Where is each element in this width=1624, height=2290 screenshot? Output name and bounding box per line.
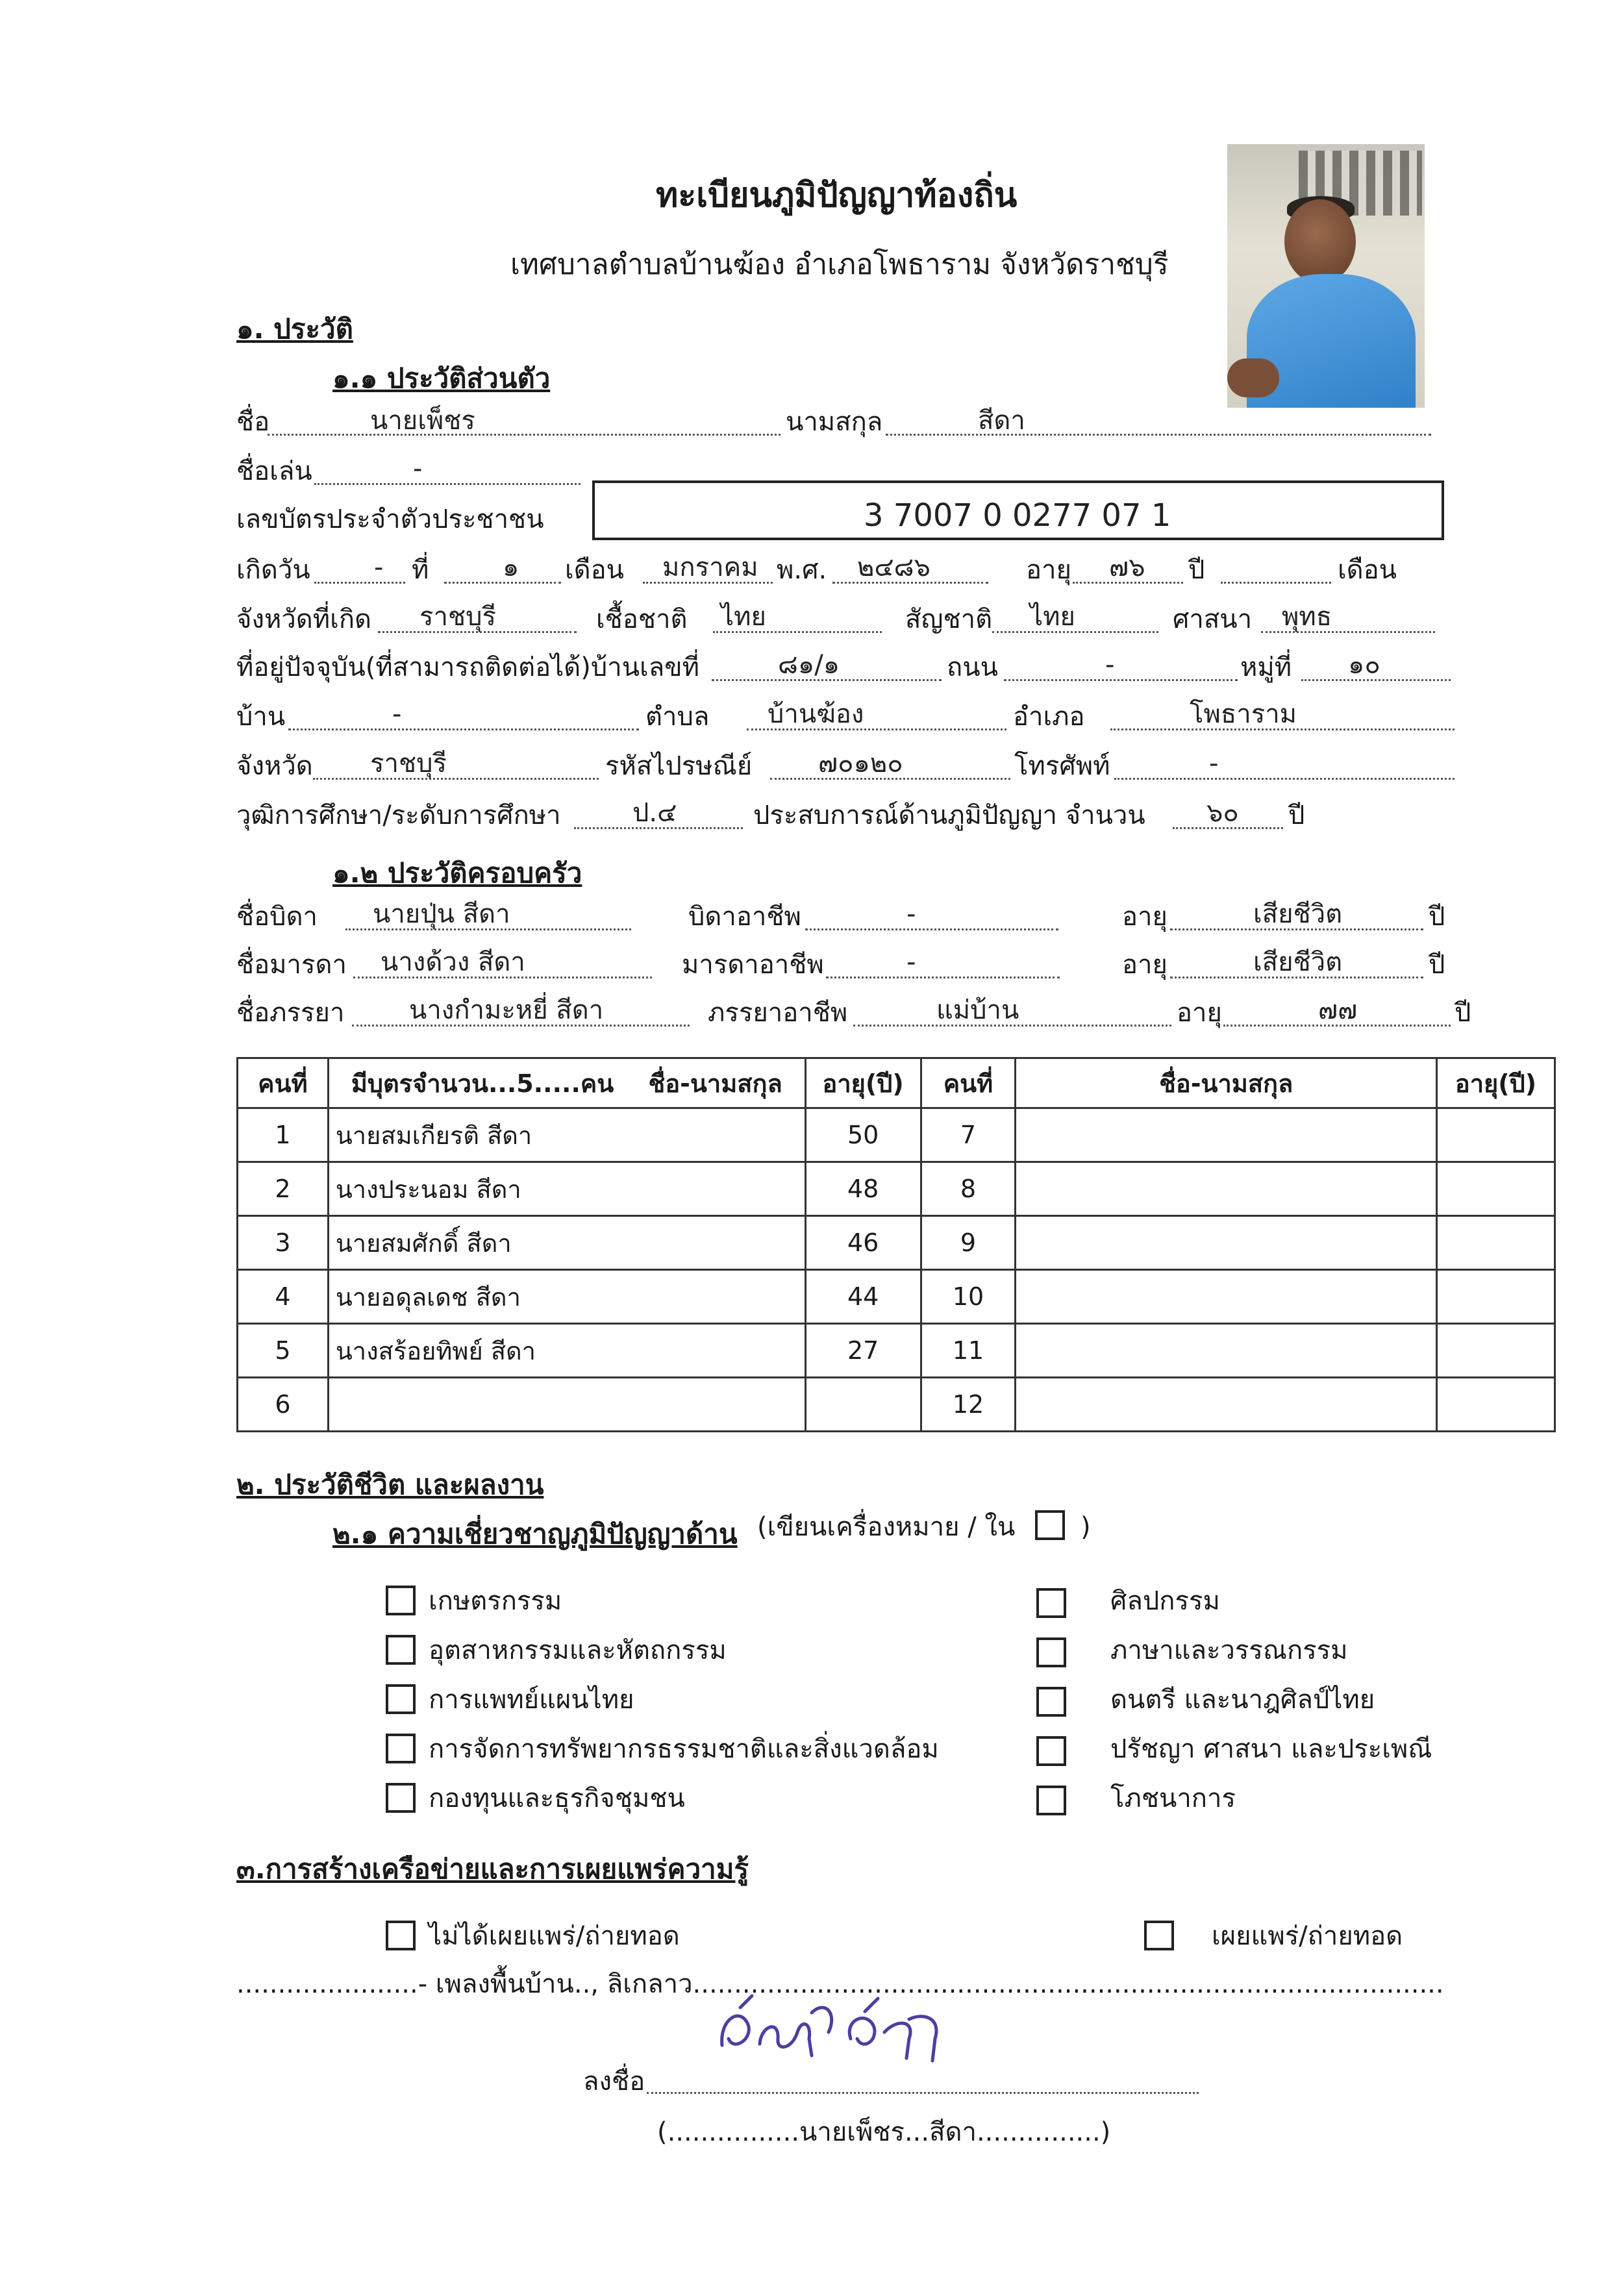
checkbox-nutrition[interactable]	[1036, 1786, 1066, 1815]
born-day: -	[374, 553, 384, 582]
checkbox-agriculture[interactable]	[386, 1586, 416, 1615]
ethnicity-label: เชื้อชาติ	[596, 604, 688, 634]
date-label: ที่	[412, 555, 429, 585]
cell-name-2	[1016, 1108, 1437, 1162]
village-value: -	[392, 699, 402, 729]
road-label: ถนน	[947, 653, 998, 682]
edu-value: ป.๔	[632, 798, 677, 828]
checkbox-not-disseminated[interactable]	[386, 1921, 416, 1950]
year-label: พ.ศ.	[777, 555, 827, 585]
tambon-value: บ้านฆ้อง	[768, 699, 864, 729]
checkbox-natural-resources[interactable]	[386, 1734, 416, 1763]
month-label: เดือน	[565, 555, 625, 585]
section-1-2-heading: ๑.๒ ประวัติครอบครัว	[332, 857, 582, 889]
table-row	[238, 1108, 1555, 1162]
signature-label: ลงชื่อ	[583, 2067, 645, 2097]
id-label: เลขบัตรประจำตัวประชาชน	[236, 504, 544, 534]
birthprov-label: จังหวัดที่เกิด	[236, 604, 372, 634]
months-unit: เดือน	[1338, 555, 1397, 585]
header-name: ชื่อ-นามสกุล	[648, 1069, 782, 1098]
cell-name: นายอดุลเดช สีดา	[328, 1270, 805, 1324]
date-value: ๑	[503, 553, 519, 582]
ethnicity-value: ไทย	[721, 602, 766, 632]
father-label: ชื่อบิดา	[236, 902, 318, 932]
table-row	[238, 1270, 1555, 1324]
spouse-job-value: แม่บ้าน	[936, 995, 1019, 1025]
phone-label: โทรศัพท์	[1014, 751, 1110, 781]
checkbox-language-literature[interactable]	[1036, 1637, 1066, 1667]
header-count: มีบุตรจำนวน...5.....คน	[351, 1069, 614, 1098]
province-label: จังหวัด	[236, 751, 313, 781]
nationality-value: ไทย	[1030, 602, 1075, 632]
tambon-label: ตำบล	[645, 702, 710, 732]
cell-age: 46	[805, 1216, 921, 1270]
moo-value: ๑๐	[1348, 650, 1380, 680]
mother-job-value: -	[906, 947, 916, 977]
cell-name	[328, 1378, 805, 1432]
section-2-heading: ๒. ประวัติชีวิต และผลงาน	[236, 1469, 544, 1500]
month-value: มกราคม	[662, 553, 758, 582]
label-arts: ศิลปกรรม	[1110, 1586, 1220, 1616]
header-count-name	[328, 1058, 805, 1108]
cell-name-2	[1016, 1378, 1437, 1432]
exp-label: ประสบการณ์ด้านภูมิปัญญา จำนวน	[753, 801, 1145, 830]
label-community-fund: กองทุนและธุรกิจชุมชน	[429, 1784, 685, 1813]
cell-name-2	[1016, 1162, 1437, 1216]
cell-name: นางประนอม สีดา	[328, 1162, 805, 1216]
years-unit: ปี	[1188, 555, 1205, 585]
label-philosophy-religion: ปรัชญา ศาสนา และประเพณี	[1110, 1734, 1432, 1764]
section-2-1-close: )	[1081, 1512, 1091, 1542]
label-language-literature: ภาษาและวรรณกรรม	[1110, 1636, 1348, 1665]
cell-no: 5	[238, 1324, 329, 1378]
section-1-heading: ๑. ประวัติ	[236, 313, 353, 345]
cell-no-2: 8	[921, 1162, 1016, 1216]
portrait-photo	[1227, 144, 1425, 408]
dissemination-detail: ......................- เพลงพื้นบ้าน.., ลิเกลาว...........................................................................................	[236, 1969, 1444, 1999]
mother-age-unit: ปี	[1429, 950, 1445, 980]
province-value: ราชบุรี	[370, 749, 447, 778]
page-title: ทะเบียนภูมิปัญญาท้องถิ่น	[656, 176, 1018, 215]
birthprov-value: ราชบุรี	[419, 602, 496, 632]
cell-age: 44	[805, 1270, 921, 1324]
table-row	[238, 1324, 1555, 1378]
cell-age	[805, 1378, 921, 1432]
checkbox-industry[interactable]	[386, 1635, 416, 1665]
cell-age-2	[1437, 1108, 1555, 1162]
cell-age: 48	[805, 1162, 921, 1216]
table-row	[238, 1378, 1555, 1432]
checkbox-disseminated[interactable]	[1144, 1921, 1174, 1950]
table-row	[238, 1162, 1555, 1216]
phone-value: -	[1209, 749, 1219, 778]
amphoe-value: โพธาราม	[1190, 699, 1297, 729]
cell-age-2	[1437, 1162, 1555, 1216]
cell-age-2	[1437, 1324, 1555, 1378]
label-agriculture: เกษตรกรรม	[429, 1586, 562, 1616]
spouse-label: ชื่อภรรยา	[236, 998, 345, 1028]
spouse-age-label: อายุ	[1177, 998, 1222, 1028]
cell-no: 1	[238, 1108, 329, 1162]
cell-name-2	[1016, 1216, 1437, 1270]
section-2-1-note: (เขียนเครื่องหมาย / ใน	[757, 1512, 1016, 1542]
header-no: คนที่	[238, 1058, 329, 1108]
checkbox-philosophy-religion[interactable]	[1036, 1736, 1066, 1766]
village-label: บ้าน	[236, 702, 286, 732]
label-disseminated: เผยแพร่/ถ่ายทอด	[1212, 1921, 1403, 1951]
label-thai-medicine: การแพทย์แผนไทย	[429, 1685, 634, 1715]
example-checkbox	[1035, 1510, 1065, 1540]
nickname-label: ชื่อเล่น	[236, 456, 312, 486]
spouse-value: นางกำมะหยี่ สีดา	[409, 995, 604, 1025]
cell-no-2: 12	[921, 1378, 1016, 1432]
nationality-label: สัญชาติ	[905, 604, 993, 634]
checkbox-music-dance[interactable]	[1036, 1687, 1066, 1717]
moo-label: หมู่ที่	[1240, 653, 1292, 682]
surname-value: สีดา	[978, 406, 1025, 436]
header-no-2: คนที่	[921, 1058, 1016, 1108]
label-music-dance: ดนตรี และนาฎศิลป์ไทย	[1110, 1685, 1375, 1715]
cell-no: 4	[238, 1270, 329, 1324]
cell-no: 6	[238, 1378, 329, 1432]
postal-value: ๗๐๑๒๐	[818, 749, 903, 778]
postal-label: รหัสไปรษณีย์	[605, 751, 753, 781]
spouse-job-label: ภรรยาอาชีพ	[708, 998, 848, 1028]
header-name-2: ชื่อ-นามสกุล	[1016, 1058, 1437, 1108]
mother-age-value: เสียชีวิต	[1253, 947, 1343, 977]
exp-value: ๖๐	[1206, 798, 1239, 828]
signature-printed-name: (................นายเพ็ชร...สีดา...............)	[657, 2117, 1111, 2147]
checkbox-thai-medicine[interactable]	[386, 1684, 416, 1714]
religion-label: ศาสนา	[1173, 604, 1253, 634]
surname-label: นามสกุล	[786, 407, 883, 437]
label-industry: อุตสาหกรรมและหัตถกรรม	[429, 1636, 727, 1665]
address-label: ที่อยู่ปัจจุบัน(ที่สามารถติดต่อได้)บ้านเลขที่	[236, 653, 699, 682]
edu-label: วุฒิการศึกษา/ระดับการศึกษา	[236, 801, 561, 830]
road-value: -	[1105, 650, 1115, 680]
header-age: อายุ(ปี)	[805, 1058, 921, 1108]
mother-job-label: มารดาอาชีพ	[682, 950, 824, 980]
page-subtitle: เทศบาลตำบลบ้านฆ้อง อำเภอโพธาราม จังหวัดราชบุรี	[510, 248, 1169, 281]
father-age-value: เสียชีวิต	[1253, 899, 1343, 929]
children-table	[236, 1057, 1556, 1432]
label-not-disseminated: ไม่ได้เผยแพร่/ถ่ายทอด	[429, 1921, 680, 1951]
year-value: ๒๔๘๖	[857, 553, 931, 582]
father-age-unit: ปี	[1429, 902, 1445, 932]
section-3-heading: ๓.การสร้างเครือข่ายและการเผยแพร่ความรู้	[236, 1853, 749, 1885]
nickname-value: -	[413, 454, 423, 484]
cell-no-2: 9	[921, 1216, 1016, 1270]
mother-age-label: อายุ	[1122, 950, 1168, 980]
religion-value: พุทธ	[1282, 602, 1332, 632]
cell-name: นายสมเกียรติ สีดา	[328, 1108, 805, 1162]
father-job-value: -	[906, 899, 916, 929]
cell-no-2: 11	[921, 1324, 1016, 1378]
cell-no: 3	[238, 1216, 329, 1270]
section-2-1-heading: ๒.๑ ความเชี่ยวชาญภูมิปัญญาด้าน	[332, 1518, 738, 1550]
age-value: ๗๖	[1109, 553, 1145, 582]
cell-name-2	[1016, 1270, 1437, 1324]
father-age-label: อายุ	[1122, 902, 1168, 932]
children-table-header	[238, 1058, 1555, 1108]
checkbox-arts[interactable]	[1036, 1588, 1066, 1618]
house-no-value: ๘๑/๑	[778, 650, 840, 680]
cell-age-2	[1437, 1270, 1555, 1324]
cell-age: 50	[805, 1108, 921, 1162]
mother-label: ชื่อมารดา	[236, 950, 347, 980]
exp-unit: ปี	[1288, 801, 1305, 830]
label-nutrition: โภชนาการ	[1110, 1784, 1236, 1813]
father-value: นายปุ่น สีดา	[373, 899, 510, 929]
cell-age: 27	[805, 1324, 921, 1378]
cell-name-2	[1016, 1324, 1437, 1378]
handwritten-signature	[714, 1993, 948, 2065]
cell-age-2	[1437, 1216, 1555, 1270]
label-natural-resources: การจัดการทรัพยากรธรรมชาติและสิ่งแวดล้อม	[429, 1734, 939, 1764]
checkbox-community-fund[interactable]	[386, 1783, 416, 1813]
cell-no-2: 10	[921, 1270, 1016, 1324]
born-label: เกิดวัน	[236, 555, 310, 585]
spouse-age-unit: ปี	[1455, 998, 1471, 1028]
section-1-1-heading: ๑.๑ ประวัติส่วนตัว	[332, 362, 551, 394]
cell-no: 2	[238, 1162, 329, 1216]
name-value: นายเพ็ชร	[370, 406, 475, 436]
header-age-2: อายุ(ปี)	[1437, 1058, 1555, 1108]
cell-no-2: 7	[921, 1108, 1016, 1162]
cell-name: นายสมศักดิ์ สีดา	[328, 1216, 805, 1270]
cell-name: นางสร้อยทิพย์ สีดา	[328, 1324, 805, 1378]
name-label: ชื่อ	[236, 407, 270, 437]
id-number: 3 7007 0 0277 07 1	[864, 497, 1171, 534]
father-job-label: บิดาอาชีพ	[688, 902, 801, 932]
spouse-age-value: ๗๗	[1318, 995, 1358, 1025]
age-label: อายุ	[1026, 555, 1071, 585]
cell-age-2	[1437, 1378, 1555, 1432]
amphoe-label: อำเภอ	[1013, 702, 1085, 732]
mother-value: นางด้วง สีดา	[381, 947, 525, 977]
table-row	[238, 1216, 1555, 1270]
